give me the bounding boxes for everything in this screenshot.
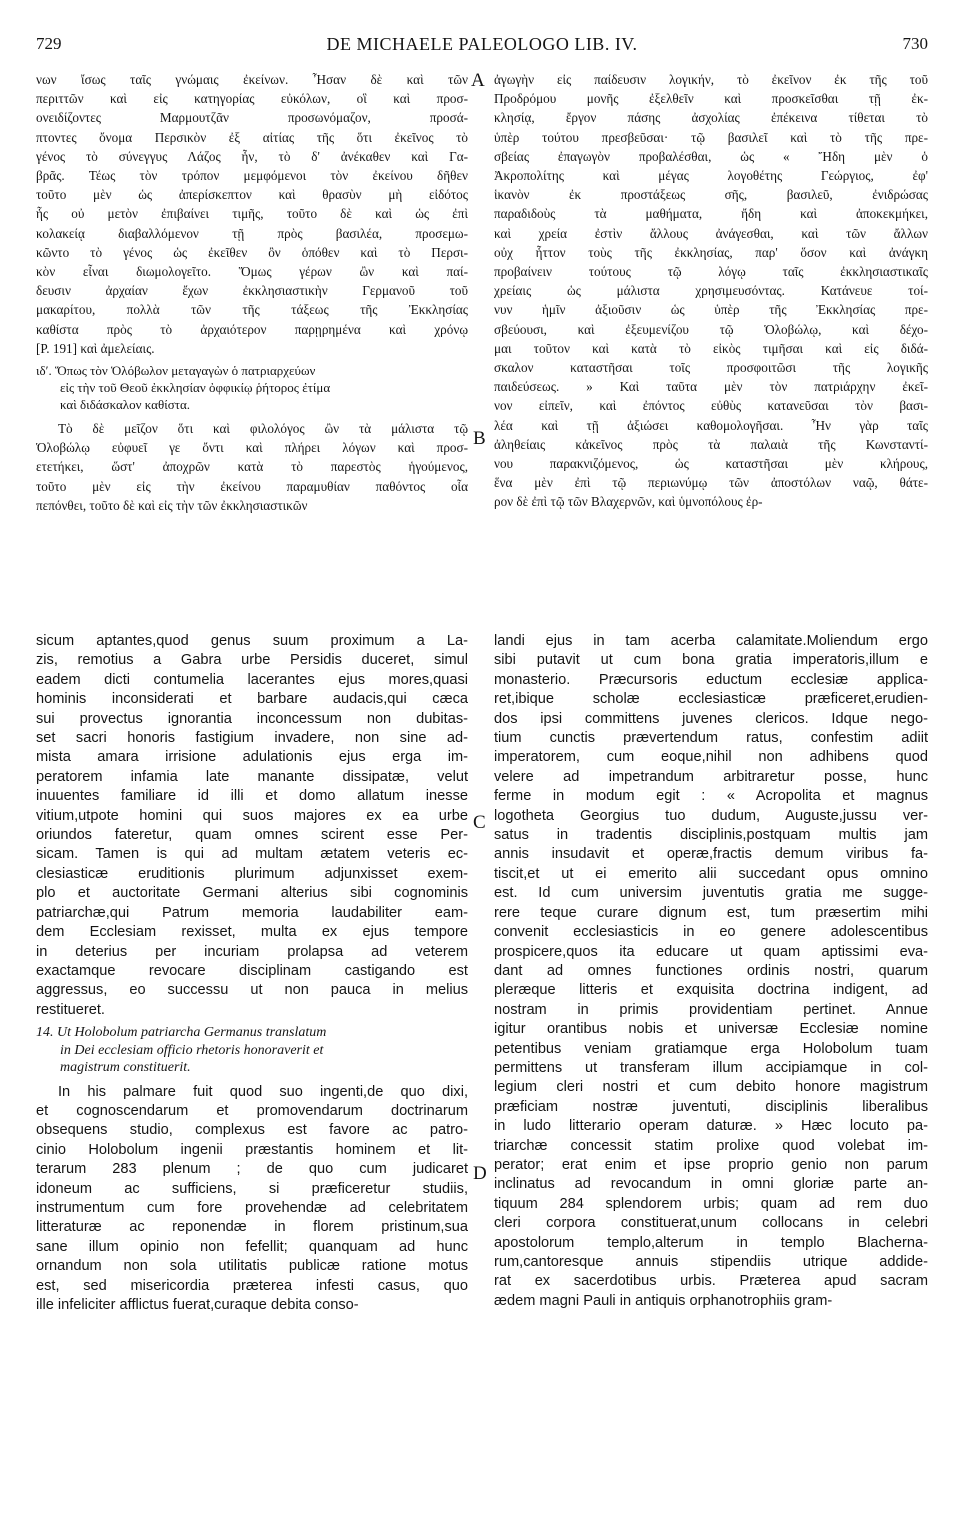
text-line: ἀληθείαις κἀκεῖνος πρὸς τὰ παλαιὰ τῆς Κωνσταντί- [494,436,928,452]
text-line: inclinatus ad revocandum in omni gloriæ parte an- [494,1176,928,1193]
text-line: ἕνα μὲν ἐπὶ τῷ περιωνύμῳ τῶν ἀποστόλων ναῷ, θάτε- [494,475,928,491]
text-line: μαι τοῦτον καὶ κατὰ τὸ εἰκὸς τιμῆσαι καὶ εἰς διδά- [494,340,928,356]
text-line: annis insudavit et operæ,fractis demum viribus fa- [494,846,928,863]
text-line: 14. Ut Holobolum patriarcha Germanus translatum [36,1025,327,1041]
greek-left-paragraph-2 [36,419,468,515]
text-line: nostram in primis providentiam pertinet. Annue [494,1001,928,1018]
text-line: νυν ἡμῖν ἀξιοῦσιν ὡς ὑπὲρ τῆς Ἐκκλησίας πρε- [494,302,928,318]
margin-marker-d: D [473,1163,487,1184]
text-line: κλησίᾳ, ἔργον πάσης ἀσχολίας ἐπέκεινα τίθεται τὸ [494,110,928,126]
text-line: magistrum constituerit. [60,1060,191,1076]
text-line: εἰς τὴν τοῦ Θεοῦ ἐκκλησίαν ὀφφικίῳ ῥήτορος ἐτίμα [60,380,331,396]
latin-chapter-heading [36,1024,468,1077]
text-line: σβεύουσι, καὶ ἐξευμενίζου τῷ Ὁλοβώλῳ, καὶ δέχο- [494,321,928,337]
text-line: perator; erat enim et ipse proprio genio non parum [494,1156,928,1173]
text-line: et cognoscendarum et promovendarum doctrinarum [36,1103,468,1120]
text-line: velere ad impetrandum arbitraretur posse, hunc [494,768,928,785]
text-line: κῶντο τὸ γένος ὡς ἐκεῖθεν ὂν ὁπόθεν καὶ τὸ Περσι- [36,244,468,260]
text-line: σκαλον καταστῆσαι τοῖς προσφοιτῶσι τῆς λογικῆς [494,360,928,376]
text-line: convenit ecclesiasticis in eo genere adolescentibus [494,924,928,941]
text-line: in deterius per incuriam prolapsa ad veterem [36,943,468,960]
text-line: monasterio. Præcursoris eductum ecclesiæ applica- [494,671,928,688]
text-line: triarchæ concessit statim prolixe quod volebat im- [494,1137,928,1154]
text-line: προβαίνειν τούτους τῷ λόγῳ ταῖς ἐκκλησιαστικαῖς [494,264,928,280]
text-line: sui provectus ignorantia inconcessum non dubitas- [36,710,468,727]
text-line: dos ipsi committens juvenes clericos. Idque nego- [494,710,928,727]
text-line: tium cunctis prævertendum ratus, confestim adiit [494,730,928,747]
text-line: obsequens studio, complexus est favore ac patro- [36,1122,468,1139]
text-line: Προδρόμου μονῆς ἐξελθεῖν καὶ προσκεῖσθαι τῇ ἐκ- [494,91,928,107]
text-line: ille infeliciter afflictus fuerat,curaque debita conso- [36,1297,359,1314]
text-line: [P. 191] καὶ ἀμελείαις. [36,340,155,356]
text-line: legium cleri nostri et cum debito honore magistrum [494,1079,928,1096]
text-line: δευσιν ἀρχαίαν ἔχων ἐκκλησιαστικὴν Γερμανοῦ τοῦ [36,283,468,299]
text-line: καθίστα πρὸς τὸ ἀρχαιότερον παρῃρημένα καὶ χρόνῳ [36,321,468,337]
text-line: νων ἴσως ταῖς γνώμαις ἐκείνων. Ἦσαν δὲ καὶ τῶν [36,72,468,87]
text-line: βρᾶς. Τέως τὸν τρόπον μεμφόμενοι τὸν ἐκείνου δῆθεν [36,168,468,184]
text-line: vitium,utpote homini qui suos majores ex ea urbe [36,807,468,824]
text-line: inuuentes familiare id illi et domo allatum inesse [36,788,468,805]
text-line: sibi putavit ut cum bona gratia imperatoris,illum e [494,652,928,669]
text-line: In his palmare fuit quod suo ingenti,de quo dixi, [58,1083,468,1100]
greek-right-paragraph [494,70,928,512]
text-line: dem Ecclesiam rexisset, multa ex ejus tempore [36,924,468,941]
text-line: ferme in modum egit : « Acropolita et magnus [494,788,928,805]
text-line: plo et auctoritate Germani alterius sibi cognominis [36,885,468,902]
text-line: μακαρίτου, πολλὰ τῶν τῆς τάξεως τῆς Ἐκκλησίας [36,302,468,318]
text-line: παιδεύσεως. » Καὶ ταῦτα μὲν τὸν πατριάρχην ἐκεῖ- [494,379,928,395]
greek-chapter-heading [36,362,468,413]
text-line: παραδιδοὺς τὰ μαθήματα, ἤδη καὶ ἀποκεκμήκει, [494,206,928,222]
text-line: Τὸ δὲ μεῖζον ὅτι καὶ φιλολόγος ὢν τὰ μάλιστα τῷ [58,421,468,437]
text-line: in ludo litterario operam daturæ. » Hæc locuto pa- [494,1118,928,1135]
text-line: νου παρακνιζόμενος, ὡς καταστῆσαι μὲν κλήρους, [494,456,928,472]
text-line: instrumentum cum fore provehendæ ad celebritatem [36,1200,468,1217]
text-line: permittens ut transferam illum accipiamque in col- [494,1059,928,1076]
text-line: ἀγωγὴν εἰς παίδευσιν λογικήν, τὸ ἐκεῖνον ἐκ τῆς τοῦ [494,72,928,87]
text-line: ret,ibique scholæ ecclesiasticæ præficeret,erudien- [494,691,928,708]
text-line: restitueret. [36,1001,105,1018]
text-line: terarum 283 plenum ; de quo cum judicaret [36,1161,468,1178]
text-line: prospicere,quos ita educare ut quam aptissimi eva- [494,943,928,960]
margin-marker-c: C [473,812,486,833]
text-line: κὸν εἶναι διωμολογεῖτο. Ὅμως γέρων ὢν καὶ παί- [36,264,468,280]
text-line: rum,cantoresque annuis stipendiis utrique addide- [494,1254,928,1270]
text-line: καὶ χρεία ἐστὶν ἄλλους ἀνάγεσθαι, καὶ τῶν ἄλλων [494,225,928,241]
text-line: peratorem infamia late manante dissipatæ, velut [36,768,468,785]
text-line: præficiam nostræ juventuti, disciplinis liberalibus [494,1098,928,1115]
text-line: ornandum non sola utilitatis publicæ ratione motus [36,1258,468,1275]
text-line: in Dei ecclesiam officio rhetoris honoraverit et [60,1042,324,1058]
text-line: zis, remotius a Gabra urbe Persidis duceret, simul [36,652,468,669]
text-line: Ὁλοβώλῳ εὐφυεῖ γε ὄντι καὶ πλήρει λόγων καὶ προσ- [36,440,468,456]
text-line: pleræque litteris et exquisita doctrina indigent, ad [494,982,928,999]
text-line: λέα καὶ τῇ ἀξιώσει καθομολογῆσαι. Ἦν γὰρ ταῖς [494,417,928,433]
text-line: idoneum ac sufficiens, si præficeretur studiis, [36,1180,468,1197]
text-line: oriundos fateretur, quam omnes scirent esse Per- [36,827,468,844]
text-line: cleri corpora constituerat,unum collocans in celebri [494,1215,928,1232]
text-line: sicam. Tamen is qui ad multam ætatem veteris ec- [36,846,468,863]
right-page-number: 730 [902,34,928,53]
text-line: οὐχ ἧττον τοὺς τῆς ἐκκλησίας, παρ' ὅσον καὶ ἀνάγκη [494,244,928,260]
left-page-number: 729 [36,34,62,53]
text-line: περιττῶν καὶ εἰς κατηγορίας εὐκόλων, οἳ καὶ προσ- [36,91,468,107]
text-line: aggressus, eo successu ut non pauca in melius [36,982,468,999]
text-line: τοῦτο μὲν ὡς ἀπερίσκεπτον καὶ θρασὺν μὴ εἰδότος [36,187,468,203]
text-line: ὑπὲρ τούτου πρεσβεῦσαι· τῷ βασιλεῖ καὶ τὸ τῆς πρε- [494,129,928,145]
text-line: petentibus veniam gratiamque erga Holobolum tuam [494,1040,928,1057]
text-line: γένος τὸ σύνεγγυς Λάζος ἦν, τὸ δ' ἀνέκαθεν καὶ Γα- [36,148,468,164]
latin-right-paragraph [494,632,928,1311]
text-line: πεπόνθει, τοῦτο δὲ καὶ εἰς τὴν τῶν ἐκκλησιαστικῶν [36,497,308,513]
greek-text-left-column [36,70,468,515]
text-line: patriarchæ,qui Patrum memoria laudabiliter eam- [36,904,468,921]
text-line: καὶ διδάσκαλον καθίστα. [60,397,191,413]
text-line: hominis inconsiderati et barbare audacis,qui cæca [36,691,468,708]
text-line: ονειδίζοντες Μαρμουτζᾶν προσωνόμαζον, προσά- [36,110,468,126]
latin-text-left-column [36,632,468,1316]
text-line: exactamque revocare disciplinam castigando est [36,962,468,979]
text-line: clesiasticæ eruditionis plurimum adjunxisset exem- [36,865,468,882]
text-line: logotheta Georgius tuo dudum, Auguste,jussu ver- [494,807,928,824]
text-line: τοῦτο μὲν εἰς τὴν ἐκείνου παραμυθίαν παθόντος οἷα [36,478,468,494]
text-line: rere teque curare dignum est, tum præsertim mihi [494,904,928,921]
text-line: cinio Holobolum ingenii præstantis hominem et lit- [36,1141,468,1158]
text-line: Ἀκροπολίτης καὶ μέγας λογοθέτης Γεώργιος, ἐφ' [494,168,928,184]
page-header [36,34,928,58]
text-line: πτοντες ὄνομα Περσικὸν ἐξ αἰτίας τῆς ὅτι ἐκεῖνος τὸ [36,129,468,145]
text-line: apostolorum templo,alterum in templo Blacherna- [494,1234,928,1251]
text-line: ετετήκει, ὥστ' ἀποχρῶν κατὰ τὸ παρεστὸς ἡγούμενος, [36,459,468,475]
text-line: litteraturæ ac reponendæ in florem pristinum,sua [36,1219,468,1236]
text-line: rat ex sacerdotibus urbis. Præterea apud sacram [494,1273,928,1290]
text-line: ἱκανὸν ἐκ προστάξεως σῆς, βασιλεῦ, ἐνιδρώσας [494,187,928,203]
text-line: ιδʹ. Ὅπως τὸν Ὁλόβωλον μεταγαγὼν ὁ πατριαρχεύων [36,363,316,379]
text-line: landi ejus in tam acerba calamitate.Moliendum ergo [494,633,928,649]
text-line: satus in tradentis disciplinis,postquam multis jam [494,827,928,844]
latin-left-paragraph-2 [36,1083,468,1316]
text-line: ρον δὲ ἐπὶ τῷ τῶν Βλαχερνῶν, καὶ ὑμνοπόλους ἐρ- [494,494,763,510]
text-line: σβείας ἐπαγωγὸν προβαλέσθαι, ὡς « Ἤδη μὲν ὁ [494,148,928,164]
text-line: igitur orantibus nobis et universæ Ecclesiæ nomine [494,1021,928,1038]
text-line: κολακείᾳ διαβαλλόμενον τῇ πρὸς βασιλέα, προσεμω- [36,225,468,241]
text-line: sane illum opinio non fefellit; quanquam ad hunc [36,1238,468,1255]
latin-left-paragraph [36,632,468,1020]
text-line: ἧς οὐ μετὸν ἐπιβαίνει τιμῆς, τοῦτο δὲ καὶ ὡς ἐπὶ [36,206,468,222]
greek-left-paragraph [36,70,468,358]
text-line: sicum aptantes,quod genus suum proximum a La- [36,633,468,649]
text-line: imperatorem, cum eoque,nihil non adhibens quod [494,749,928,766]
text-line: eadem dicti contumelia lacerantes ejus mores,quasi [36,671,468,688]
text-line: mista amara irrisione adulationis ejus erga im- [36,749,468,766]
text-line: set sacri honoris fastigium invadere, non sine ad- [36,730,468,747]
text-line: ædem magni Pauli in antiquis orphanotrophiis gram- [494,1292,833,1309]
text-line: tiscit,et ut ei emerito alii succedant opus omnino [494,865,928,882]
text-line: est, sed misericordia præterea infesti casus, quo [36,1277,468,1294]
text-line: dant ad omnes functiones ordinis nostri, quarum [494,962,928,979]
text-line: νον εἰπεῖν, καὶ ἐπόντος εὐθὺς κατανεῦσαι τὸν βασι- [494,398,928,414]
margin-marker-b: B [473,428,486,449]
text-line: est. Id cum universim juventutis gratia me sugge- [494,885,928,902]
greek-text-right-column [494,70,928,512]
text-line: tiquum 284 splendorem urbis; quam ad rem duo [494,1195,928,1212]
page-title: DE MICHAELE PALEOLOGO LIB. IV. [326,34,638,54]
latin-text-right-column [494,632,928,1311]
text-line: χρείαις ὡς μάλιστα χρησιμευσόντας. Κατάνευε τοί- [494,283,928,299]
margin-marker-a: A [471,70,485,91]
